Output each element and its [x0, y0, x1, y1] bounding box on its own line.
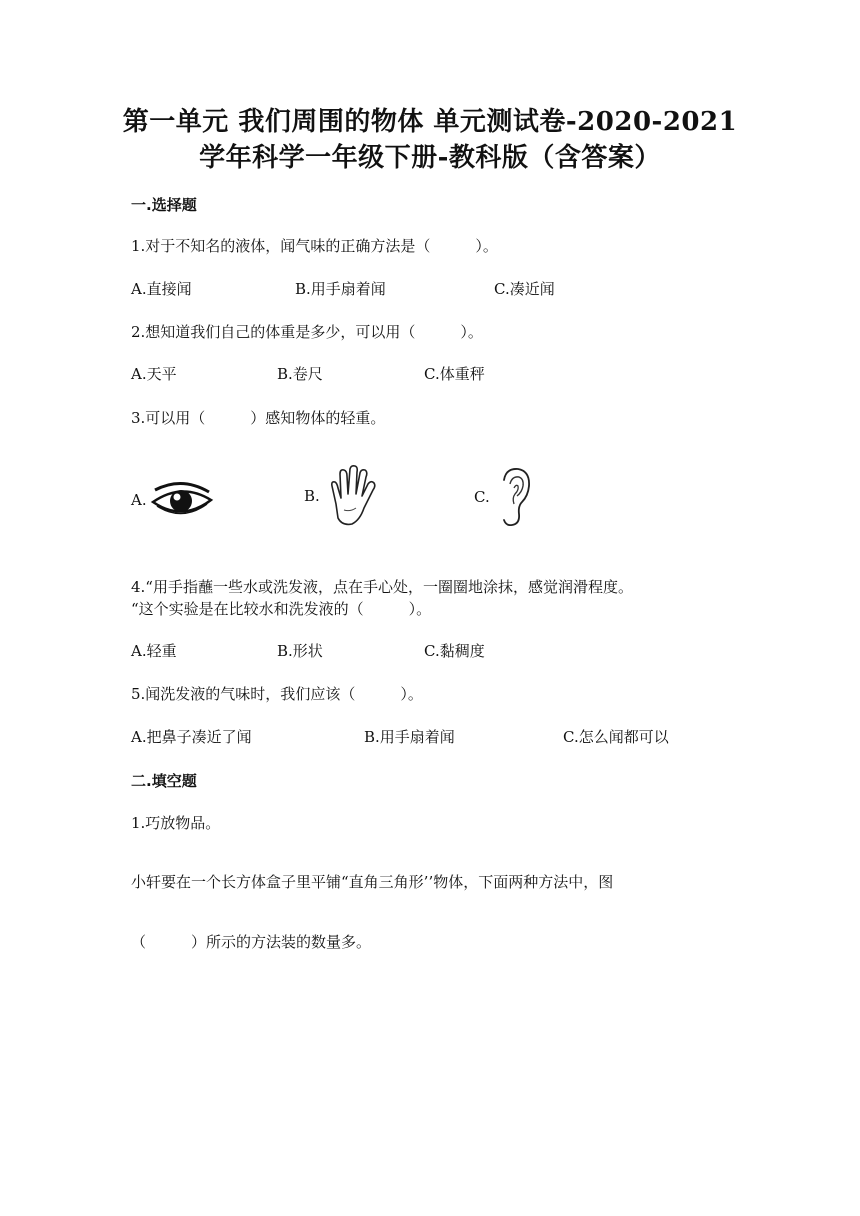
hand-icon	[322, 464, 380, 528]
eye-icon	[149, 480, 215, 520]
q3-option-a	[131, 480, 215, 520]
section-heading-choice: 一.选择题	[131, 196, 197, 214]
title-line-1: 第一单元 我们周围的物体 单元测试卷-2020-2021	[122, 107, 738, 137]
question-3-text: 3.可以用（ ）感知物体的轻重。	[131, 409, 386, 427]
q1-option-a: A.直接闻	[131, 280, 192, 298]
q5-option-b: B.用手扇着闻	[364, 728, 455, 746]
q3-option-c-label: C.	[474, 488, 490, 506]
q2-option-b: B.卷尺	[277, 365, 323, 383]
question-2-text: 2.想知道我们自己的体重是多少，可以用（ ）。	[131, 323, 483, 341]
q4-option-c: C.黏稠度	[424, 642, 485, 660]
q5-option-c: C.怎么闻都可以	[563, 728, 669, 746]
q3-option-b	[304, 464, 380, 528]
question-1-text: 1.对于不知名的液体，闻气味的正确方法是（ ）。	[131, 237, 498, 255]
q4-option-b: B.形状	[277, 642, 323, 660]
q2-option-c: C.体重秤	[424, 365, 485, 383]
q3-option-c	[474, 466, 532, 528]
question-5-text: 5.闻洗发液的气味时，我们应该（ ）。	[131, 685, 423, 703]
question-4-text-line-2: “这个实验是在比较水和洗发液的（ ）。	[131, 600, 432, 618]
q1-option-b: B.用手扇着闻	[295, 280, 386, 298]
q5-option-a: A.把鼻子凑近了闻	[131, 728, 252, 746]
title-line-2: 学年科学一年级下册-教科版（含答案）	[199, 143, 661, 173]
question-4-text-line-1: 4.“用手指蘸一些水或洗发液，点在手心处，一圈圈地涂抹，感觉润滑程度。	[131, 578, 633, 596]
q3-option-b-label: B.	[304, 487, 320, 505]
q2-option-a: A.天平	[131, 365, 177, 383]
q3-option-a-label: A.	[131, 491, 147, 509]
fill-question-1-line-1: 小轩要在一个长方体盒子里平铺“直角三角形’’物体，下面两种方法中，图	[131, 873, 614, 891]
q4-option-a: A.轻重	[131, 642, 177, 660]
fill-question-1-title: 1.巧放物品。	[131, 814, 221, 832]
fill-question-1-line-2: （ ）所示的方法装的数量多。	[131, 933, 372, 951]
q1-option-c: C.凑近闻	[494, 280, 555, 298]
page-title	[0, 104, 860, 176]
section-heading-fill-in: 二.填空题	[131, 772, 197, 790]
ear-icon	[492, 466, 532, 528]
